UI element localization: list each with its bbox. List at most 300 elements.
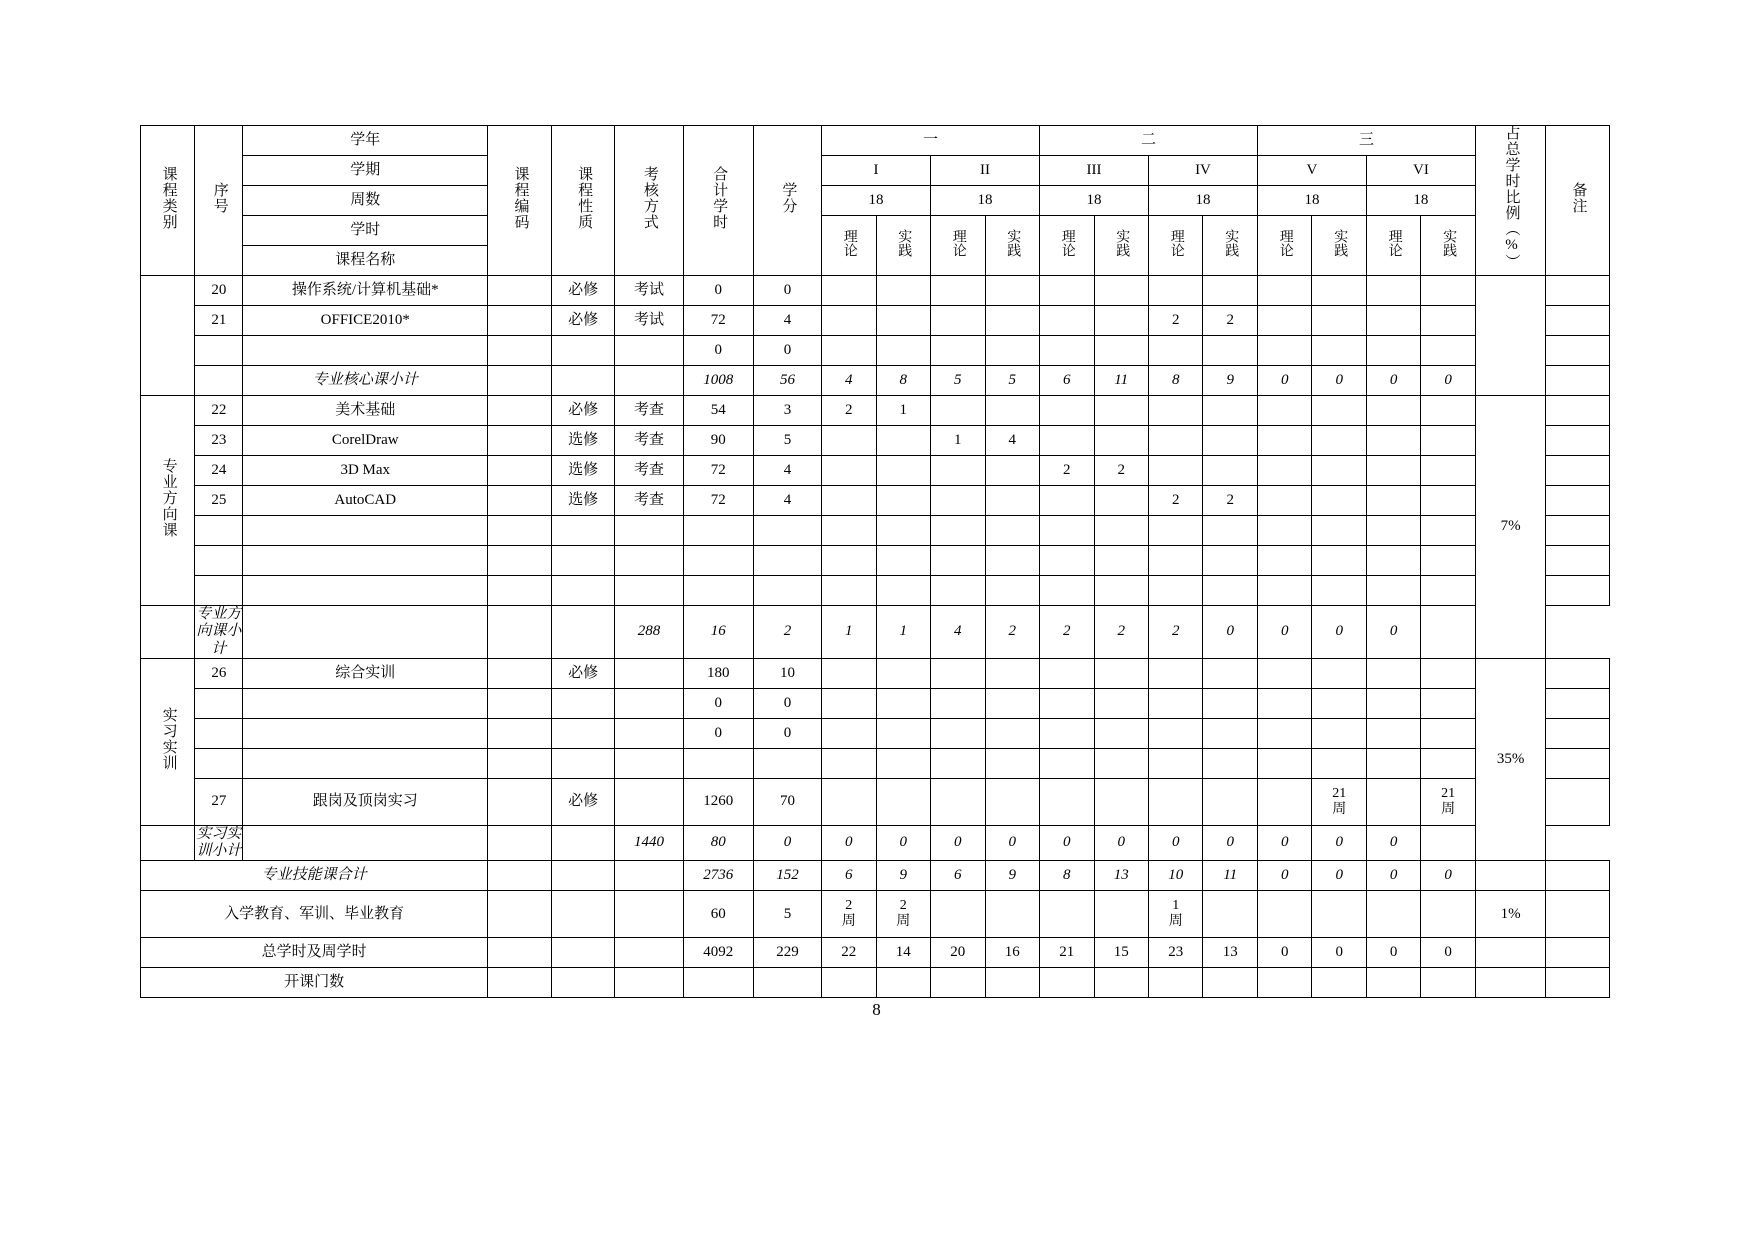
cell-exam [615, 576, 683, 606]
cell-credits: 80 [683, 825, 753, 861]
cell-term-11 [1366, 576, 1420, 606]
cell-code [488, 336, 552, 366]
cell-term-8 [1203, 778, 1258, 825]
cell-term-5: 21 [1040, 938, 1094, 968]
header-term-2: II [931, 156, 1040, 186]
header-term-5: V [1257, 156, 1366, 186]
cell-term-4 [985, 486, 1040, 516]
table-header-row-hours [141, 216, 1610, 246]
cell-course-name: CorelDraw [243, 426, 488, 456]
cell-term-4: 0 [931, 825, 985, 861]
cell-code [243, 606, 488, 659]
cell-credits: 5 [753, 891, 821, 938]
cell-term-8 [1203, 456, 1258, 486]
cell-term-5 [1040, 276, 1094, 306]
header-weeks-1: 18 [822, 186, 931, 216]
cell-remark [1546, 778, 1610, 825]
header-seq-label: 序号 [211, 181, 228, 214]
cell-term-12 [1421, 576, 1476, 606]
cell-term-1 [822, 688, 876, 718]
cell-course-name: 美术基础 [243, 396, 488, 426]
cell-term-3 [931, 306, 985, 336]
cell-term-10 [1312, 968, 1366, 998]
cell-term-9 [1257, 486, 1311, 516]
cell-exam [615, 748, 683, 778]
cell-remark [1546, 576, 1610, 606]
cell-term-3: 1 [876, 606, 930, 659]
summary-row [141, 938, 1610, 968]
cell-term-2: 0 [822, 825, 876, 861]
cell-term-10: 0 [1257, 825, 1311, 861]
header-code [488, 126, 552, 276]
header-stack-year: 学年 [243, 126, 488, 156]
cell-code [488, 516, 552, 546]
cell-term-11 [1366, 891, 1420, 938]
cell-term-9: 0 [1203, 606, 1258, 659]
cell-term-10 [1312, 718, 1366, 748]
cell-term-6: 15 [1094, 938, 1148, 968]
cell-term-8: 0 [1148, 825, 1202, 861]
cell-term-4 [985, 396, 1040, 426]
cell-term-9: 0 [1257, 861, 1311, 891]
cell-term-10 [1312, 516, 1366, 546]
cell-exam [615, 336, 683, 366]
cell-term-11 [1366, 426, 1420, 456]
cell-term-9 [1257, 891, 1311, 938]
cell-term-3: 0 [876, 825, 930, 861]
cell-term-8: 11 [1203, 861, 1258, 891]
cell-term-2 [876, 688, 930, 718]
cell-term-6 [1094, 336, 1148, 366]
cell-total-hours: 0 [683, 276, 753, 306]
cell-term-10 [1312, 891, 1366, 938]
cell-code [488, 276, 552, 306]
header-term-3: III [1040, 156, 1149, 186]
cell-term-8 [1203, 718, 1258, 748]
cell-term-7: 2 [1148, 306, 1202, 336]
cell-nature [551, 336, 615, 366]
table-row [141, 606, 1610, 659]
cell-term-4 [985, 688, 1040, 718]
cell-term-1 [822, 516, 876, 546]
cell-nature [551, 968, 615, 998]
cell-term-12 [1421, 546, 1476, 576]
cell-total-hours: 90 [683, 426, 753, 456]
cell-exam: 考试 [615, 276, 683, 306]
cell-term-3 [931, 576, 985, 606]
cell-exam [615, 718, 683, 748]
summary-label: 专业技能课合计 [141, 861, 488, 891]
cell-term-3 [931, 718, 985, 748]
cell-course-name: 跟岗及顶岗实习 [243, 778, 488, 825]
page-number: 8 [872, 1000, 881, 1019]
cell-total-hours: 72 [683, 486, 753, 516]
cell-term-10 [1312, 396, 1366, 426]
cell-term-2 [876, 658, 930, 688]
cell-term-4 [985, 748, 1040, 778]
cell-term-7 [1148, 276, 1202, 306]
cell-total-hours: 0 [683, 688, 753, 718]
cell-term-8 [1203, 336, 1258, 366]
cell-seq [195, 576, 243, 606]
cell-credits [753, 516, 821, 546]
cell-term-9 [1257, 306, 1311, 336]
curriculum-table-container [140, 125, 1610, 998]
cell-course-name: 实习实训小计 [196, 825, 242, 859]
cell-term-5 [1040, 748, 1094, 778]
cell-remark [1546, 456, 1610, 486]
cell-term-11 [1366, 456, 1420, 486]
header-code-label: 课程编码 [512, 165, 529, 230]
summary-row [141, 861, 1610, 891]
cell-term-11: 0 [1366, 938, 1420, 968]
category-cell [141, 658, 195, 825]
cell-code [243, 825, 488, 861]
cell-term-12 [1421, 456, 1476, 486]
cell-term-11 [1366, 336, 1420, 366]
cell-term-11 [1366, 748, 1420, 778]
cell-remark [1546, 426, 1610, 456]
cell-term-9 [1257, 516, 1311, 546]
cell-remark [1546, 748, 1610, 778]
table-row [141, 396, 1610, 426]
cell-term-1: 22 [822, 938, 876, 968]
cell-term-7 [1148, 546, 1202, 576]
cell-credits [753, 968, 821, 998]
cell-term-3 [931, 396, 985, 426]
header-stack-term: 学期 [243, 156, 488, 186]
cell-term-12: 0 [1421, 861, 1476, 891]
cell-term-7 [1148, 968, 1202, 998]
header-weeks-5: 18 [1257, 186, 1366, 216]
cell-term-8 [1203, 516, 1258, 546]
cell-term-6 [1094, 968, 1148, 998]
table-row [141, 276, 1610, 306]
cell-term-8: 2 [1148, 606, 1202, 659]
cell-nature: 必修 [551, 306, 615, 336]
cell-credits: 0 [753, 336, 821, 366]
cell-code [488, 938, 552, 968]
header-sub-6: 实践 [1094, 216, 1148, 276]
cell-remark [1546, 968, 1610, 998]
cell-term-9 [1257, 396, 1311, 426]
cell-total-hours: 2736 [683, 861, 753, 891]
cell-total-hours [683, 968, 753, 998]
cell-term-10: 0 [1257, 606, 1311, 659]
cell-credits: 16 [683, 606, 753, 659]
cell-total-hours: 180 [683, 658, 753, 688]
cell-code [488, 576, 552, 606]
header-sub-11: 理论 [1366, 216, 1420, 276]
table-row [141, 306, 1610, 336]
cell-term-12 [1421, 486, 1476, 516]
cell-total-hours [683, 748, 753, 778]
cell-term-6: 11 [1094, 366, 1148, 396]
cell-seq: 27 [195, 778, 243, 825]
header-ratio [1475, 126, 1545, 276]
cell-course-name: 专业方向课小计 [196, 606, 242, 657]
cell-term-12 [1421, 426, 1476, 456]
cell-ratio [1475, 968, 1545, 998]
cell-term-6: 13 [1094, 861, 1148, 891]
cell-total-hours: 288 [615, 606, 683, 659]
cell-term-11: 0 [1312, 825, 1366, 861]
cell-term-3 [931, 968, 985, 998]
header-sub-8: 实践 [1203, 216, 1258, 276]
table-row [141, 748, 1610, 778]
cell-term-1: 6 [822, 861, 876, 891]
cell-exam: 考查 [615, 456, 683, 486]
cell-credits: 70 [753, 778, 821, 825]
cell-total-hours: 1440 [615, 825, 683, 861]
cell-remark [1546, 891, 1610, 938]
cell-term-7: 8 [1148, 366, 1202, 396]
cell-code [488, 861, 552, 891]
cell-term-8 [1203, 426, 1258, 456]
header-credits-label: 学分 [780, 181, 797, 214]
cell-code [488, 778, 552, 825]
cell-code [488, 396, 552, 426]
cell-term-6 [1094, 276, 1148, 306]
table-row [141, 576, 1610, 606]
cell-term-10 [1312, 576, 1366, 606]
cell-term-10: 0 [1312, 938, 1366, 968]
header-sub-3: 理论 [931, 216, 985, 276]
header-term-1: I [822, 156, 931, 186]
cell-term-11: 0 [1366, 366, 1420, 396]
cell-total-hours [683, 516, 753, 546]
cell-term-6 [1094, 688, 1148, 718]
cell-term-11 [1366, 968, 1420, 998]
cell-term-6 [1094, 516, 1148, 546]
cell-remark [1546, 516, 1610, 546]
cell-nature [488, 825, 552, 861]
cell-term-5 [1040, 688, 1094, 718]
cell-term-10 [1312, 276, 1366, 306]
summary-label: 总学时及周学时 [141, 938, 488, 968]
header-weeks-4: 18 [1148, 186, 1257, 216]
cell-credits: 56 [753, 366, 821, 396]
cell-term-7: 2 [1148, 486, 1202, 516]
cell-term-10 [1312, 426, 1366, 456]
cell-term-12: 21 周 [1421, 778, 1476, 825]
cell-term-8 [1203, 276, 1258, 306]
cell-term-9 [1257, 276, 1311, 306]
cell-code [488, 426, 552, 456]
summary-label: 开课门数 [141, 968, 488, 998]
cell-term-12 [1421, 968, 1476, 998]
table-row [141, 718, 1610, 748]
cell-code [488, 658, 552, 688]
summary-row [141, 891, 1610, 938]
cell-term-4: 4 [985, 426, 1040, 456]
cell-total-hours: 72 [683, 456, 753, 486]
cell-term-2 [876, 276, 930, 306]
header-category [141, 126, 195, 276]
cell-term-6 [1094, 778, 1148, 825]
cell-term-8 [1203, 968, 1258, 998]
category-cell [141, 396, 195, 606]
cell-remark [1546, 688, 1610, 718]
cell-term-5 [1040, 546, 1094, 576]
cell-code [488, 546, 552, 576]
cell-term-1 [822, 576, 876, 606]
cell-term-1 [822, 486, 876, 516]
cell-term-1: 2 [822, 396, 876, 426]
header-year-1: 一 [822, 126, 1040, 156]
cell-nature: 选修 [551, 426, 615, 456]
cell-term-3 [931, 486, 985, 516]
cell-course-name: AutoCAD [243, 486, 488, 516]
cell-term-2 [876, 778, 930, 825]
curriculum-schedule-table [140, 125, 1610, 998]
cell-term-7 [1148, 718, 1202, 748]
cell-term-2 [876, 968, 930, 998]
header-year-2: 二 [1040, 126, 1258, 156]
cell-term-5 [1040, 891, 1094, 938]
cell-term-4 [985, 306, 1040, 336]
cell-course-name [243, 718, 488, 748]
cell-ratio [1475, 938, 1545, 968]
cell-term-5: 2 [1040, 456, 1094, 486]
cell-term-3: 6 [931, 861, 985, 891]
cell-term-3 [931, 658, 985, 688]
cell-term-12: 0 [1421, 938, 1476, 968]
table-row [141, 486, 1610, 516]
cell-term-6 [1094, 426, 1148, 456]
cell-term-9 [1257, 456, 1311, 486]
cell-term-5 [1040, 396, 1094, 426]
cell-remark [1546, 658, 1610, 688]
cell-exam: 考试 [615, 306, 683, 336]
cell-term-9: 0 [1257, 366, 1311, 396]
header-seq [195, 126, 243, 276]
header-exam [615, 126, 683, 276]
cell-term-8 [1203, 576, 1258, 606]
cell-ratio: 7% [1475, 396, 1545, 659]
cell-seq [141, 606, 195, 659]
cell-course-name [243, 688, 488, 718]
cell-term-4 [985, 546, 1040, 576]
cell-term-6 [1094, 718, 1148, 748]
cell-exam [615, 938, 683, 968]
cell-term-3 [931, 456, 985, 486]
cell-exam [615, 688, 683, 718]
header-total-hours-label: 合计学时 [711, 165, 728, 230]
cell-term-3: 1 [931, 426, 985, 456]
cell-course-name: 专业核心课小计 [243, 366, 488, 396]
cell-course-name: 3D Max [243, 456, 488, 486]
cell-term-2 [876, 576, 930, 606]
cell-nature: 必修 [551, 658, 615, 688]
cell-term-3 [931, 891, 985, 938]
cell-code [488, 968, 552, 998]
cell-code [488, 718, 552, 748]
header-category-label: 课程类别 [160, 165, 177, 230]
cell-nature: 选修 [551, 456, 615, 486]
summary-label: 入学教育、军训、毕业教育 [141, 891, 488, 938]
table-row [141, 688, 1610, 718]
cell-term-11 [1366, 486, 1420, 516]
cell-term-12 [1421, 336, 1476, 366]
cell-credits: 0 [753, 718, 821, 748]
cell-term-2: 8 [876, 366, 930, 396]
header-total-hours [683, 126, 753, 276]
cell-exam: 考查 [615, 486, 683, 516]
cell-total-hours: 54 [683, 396, 753, 426]
cell-term-4 [985, 276, 1040, 306]
cell-term-5 [1040, 516, 1094, 546]
cell-term-7 [1148, 456, 1202, 486]
cell-nature [551, 938, 615, 968]
cell-term-2: 14 [876, 938, 930, 968]
cell-term-6: 0 [1040, 825, 1094, 861]
cell-term-7: 0 [1094, 825, 1148, 861]
cell-code [488, 486, 552, 516]
cell-term-1 [822, 426, 876, 456]
cell-nature [551, 688, 615, 718]
cell-term-12 [1421, 658, 1476, 688]
cell-exam [551, 606, 615, 659]
cell-term-1 [822, 718, 876, 748]
cell-term-1 [822, 336, 876, 366]
cell-ratio: 1% [1475, 891, 1545, 938]
cell-term-10 [1312, 748, 1366, 778]
cell-term-1 [822, 748, 876, 778]
cell-term-3 [931, 276, 985, 306]
cell-term-8 [1203, 891, 1258, 938]
cell-term-11 [1366, 688, 1420, 718]
cell-term-8: 13 [1203, 938, 1258, 968]
cell-term-11 [1366, 306, 1420, 336]
cell-course-name: 综合实训 [243, 658, 488, 688]
cell-exam [615, 968, 683, 998]
cell-term-8 [1203, 688, 1258, 718]
cell-course-name: OFFICE2010* [243, 306, 488, 336]
cell-term-5 [1040, 658, 1094, 688]
cell-credits: 3 [753, 396, 821, 426]
cell-seq [141, 825, 195, 861]
cell-code [488, 748, 552, 778]
cell-term-4: 9 [985, 861, 1040, 891]
cell-code [488, 891, 552, 938]
cell-term-9 [1257, 426, 1311, 456]
cell-term-10 [1312, 336, 1366, 366]
cell-term-11 [1366, 658, 1420, 688]
table-row [141, 426, 1610, 456]
cell-nature: 必修 [551, 778, 615, 825]
cell-term-10 [1312, 658, 1366, 688]
cell-term-2: 1 [876, 396, 930, 426]
cell-term-2: 2 周 [876, 891, 930, 938]
cell-seq: 24 [195, 456, 243, 486]
cell-ratio [1475, 276, 1545, 396]
cell-remark [1421, 606, 1476, 659]
cell-total-hours: 4092 [683, 938, 753, 968]
header-credits [753, 126, 821, 276]
cell-term-11 [1366, 546, 1420, 576]
cell-term-8: 2 [1203, 486, 1258, 516]
cell-code [488, 456, 552, 486]
table-row [141, 825, 1610, 861]
header-sub-1: 理论 [822, 216, 876, 276]
cell-term-7 [1148, 396, 1202, 426]
cell-exam [615, 366, 683, 396]
cell-code [488, 688, 552, 718]
cell-term-9: 0 [1203, 825, 1258, 861]
cell-term-12 [1421, 306, 1476, 336]
cell-nature [551, 891, 615, 938]
